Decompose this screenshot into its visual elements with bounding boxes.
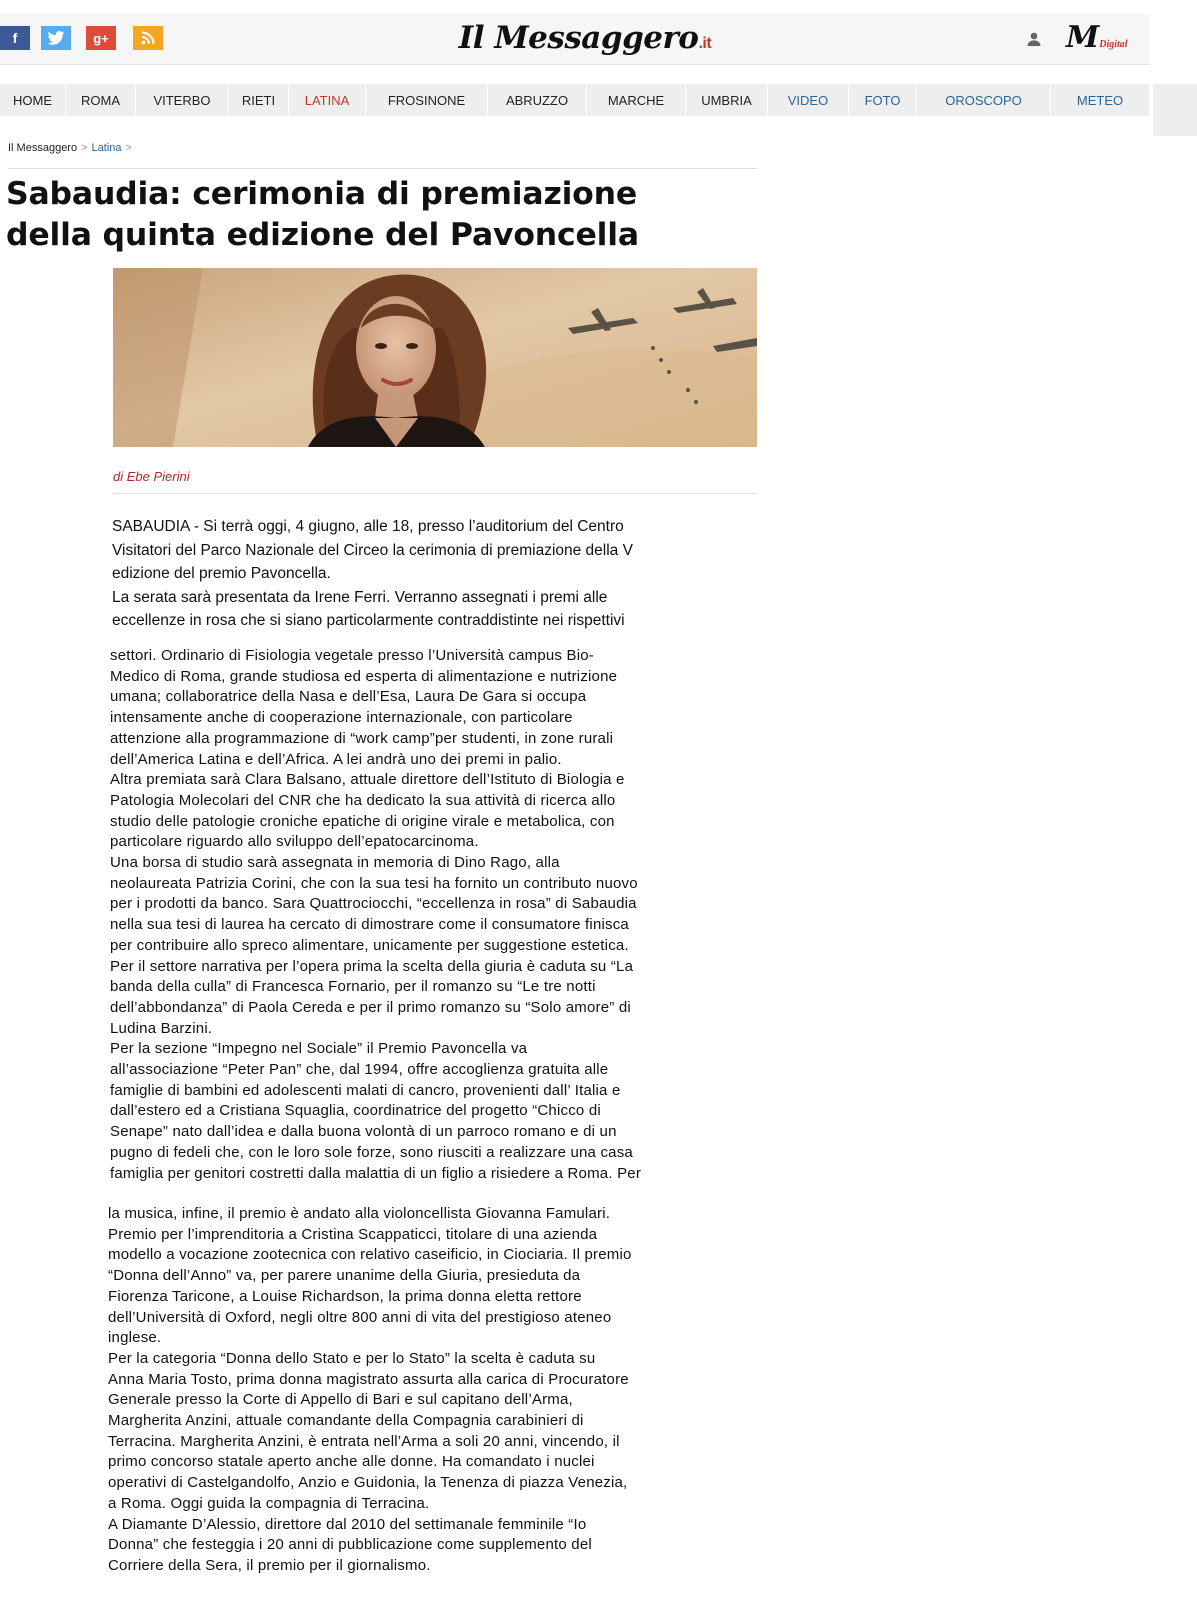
body-line: studio delle patologie croniche epatiche di origine virale e metabolica, con — [110, 812, 615, 830]
body-line: famiglie di bambini ed adolescenti malati di cancro, provenienti dall’ Italia e — [110, 1081, 621, 1099]
body-line: Per il settore narrativa per l’opera prima la scelta della giuria è caduta su “La — [110, 957, 634, 975]
nav-item-label: ROMA — [81, 92, 120, 108]
body-line: dell’America Latina e dell’Africa. A lei andrà uno dei premi in palio. — [110, 750, 562, 768]
breadcrumb-separator: > — [81, 142, 88, 154]
body-line: pugno di fedeli che, con le loro sole forze, sono riusciti a realizzare una casa — [110, 1143, 633, 1161]
site-logo-tld: .it — [698, 35, 712, 52]
rss-icon — [141, 31, 155, 45]
body-line: umana; collaboratrice della Nasa e dell’Esa, Laura De Gara si occupa — [110, 688, 587, 706]
body-line: Ludina Barzini. — [110, 1019, 213, 1037]
body-line: Terracina. Margherita Anzini, è entrata nell’Arma a soli 20 anni, vincendo, il — [108, 1432, 620, 1450]
body-line: neolaureata Patrizia Corini, che con la sua tesi ha fornito un contributo nuovo — [110, 874, 638, 892]
body-line: settori. Ordinario di Fisiologia vegetale presso l’Università campus Bio- — [110, 647, 594, 664]
nav-item-abruzzo[interactable] — [488, 84, 587, 116]
body-line: modello a vocazione zootecnica con relativo caseificio, in Ciociaria. Il premio — [108, 1246, 632, 1264]
nav-item-label: UMBRIA — [701, 92, 752, 108]
article-title — [6, 174, 746, 256]
article-body-part2 — [108, 1204, 788, 1577]
body-line: operativi di Castelgandolfo, Anzio e Guidonia, la Tenenza di piazza Venezia, — [108, 1474, 628, 1492]
body-line: attenzione alla programmazione di “work camp”per studenti, in zone rurali — [110, 729, 614, 747]
digital-logo-mark: M — [1066, 20, 1100, 55]
body-line: Medico di Roma, grande studiosa ed esperta di alimentazione e nutrizione — [110, 667, 618, 685]
article-photo-image — [113, 268, 757, 447]
body-line: Margherita Anzini, attuale comandante della Compagnia carabinieri di — [108, 1412, 584, 1430]
breadcrumb-separator: > — [125, 142, 132, 154]
body-line: primo concorso statale aperto anche alle donne. Ha comandato i nuclei — [108, 1453, 595, 1471]
facebook-icon: f — [12, 30, 18, 46]
body-line: nella sua tesi di laurea ha cercato di dimostrare come il consumatore finisca — [110, 916, 629, 934]
body-line: banda della culla” di Francesca Fornario, per il romanzo su “Le tre notti — [110, 978, 596, 996]
nav-item-label: RIETI — [241, 92, 276, 108]
body-line: Senape” nato dall’idea e dalla buona volontà di un parroco romano e di un — [110, 1123, 617, 1141]
body-line: per i prodotti da banco. Sara Quattrociocchi, “eccellenza in rosa” di Sabaudia — [110, 895, 637, 913]
body-line: all’associazione “Peter Pan” che, dal 1994, offre accoglienza gratuita alle — [110, 1061, 609, 1079]
breadcrumb-section[interactable]: Latina — [91, 142, 122, 154]
body-line: la musica, infine, il premio è andato alla violoncellista Giovanna Famulari. — [108, 1205, 611, 1222]
nav-item-label: VITERBO — [153, 92, 211, 108]
lead-line: La serata sarà presentata da Irene Ferri. Verranno assegnati i premi alle — [112, 588, 608, 606]
body-line: dell’Università di Oxford, negli oltre 800 anni di vita del prestigioso ateneo — [108, 1308, 612, 1326]
body-line: intensamente anche di cooperazione internazionale, con particolare — [110, 709, 573, 727]
googleplus-icon: g+ — [93, 30, 109, 46]
article-title-line: della quinta edizione del Pavoncella — [6, 217, 639, 253]
nav-item-label: METEO — [1076, 92, 1124, 108]
digital-logo-label: Digital — [1099, 39, 1128, 50]
digital-logo[interactable] — [1066, 20, 1128, 55]
body-line: Donna” che festeggia i 20 anni di pubblicazione come supplemento del — [108, 1536, 592, 1554]
facebook-share-button[interactable] — [0, 26, 30, 50]
googleplus-share-button[interactable] — [86, 26, 116, 50]
body-line: A Diamante D’Alessio, direttore dal 2010 del settimanale femminile “Io — [108, 1515, 587, 1533]
nav-item-latina[interactable] — [289, 84, 366, 116]
article-lead — [112, 515, 752, 633]
body-line: Premio per l’imprenditoria a Cristina Scappaticci, titolare di una azienda — [108, 1225, 598, 1243]
nav-item-oroscopo[interactable] — [917, 84, 1051, 116]
body-line: inglese. — [108, 1329, 162, 1347]
nav-item-label: MARCHE — [607, 92, 665, 108]
nav-item-umbria[interactable] — [686, 84, 768, 116]
article-body-part1 — [110, 646, 790, 1184]
body-line: particolare riguardo allo sviluppo dell’epatocarcinoma. — [110, 833, 479, 851]
article-photo — [113, 268, 757, 447]
nav-item-rieti[interactable] — [229, 84, 289, 116]
breadcrumb — [8, 142, 136, 154]
nav-item-home[interactable] — [0, 84, 66, 116]
nav-item-label: VIDEO — [787, 92, 829, 108]
body-line: Una borsa di studio sarà assegnata in memoria di Dino Rago, alla — [110, 854, 560, 872]
twitter-bird-icon — [47, 31, 65, 45]
lead-line: Visitatori del Parco Nazionale del Circeo la cerimonia di premiazione della V — [112, 541, 633, 559]
lead-line: SABAUDIA - Si terrà oggi, 4 giugno, alle 18, presso l’auditorium del Centro — [112, 518, 624, 535]
nav-item-label: ABRUZZO — [505, 92, 569, 108]
nav-item-label: HOME — [13, 92, 52, 108]
nav-item-label: LATINA — [304, 92, 350, 108]
body-line: dell’abbondanza” di Paola Cereda e per il primo romanzo su “Solo amore” di — [110, 998, 631, 1016]
body-line: Per la sezione “Impegno nel Sociale” il Premio Pavoncella va — [110, 1040, 528, 1058]
rss-button[interactable] — [133, 26, 163, 50]
nav-item-foto[interactable] — [849, 84, 917, 116]
body-line: dall’estero ed a Cristiana Squaglia, coordinatrice del progetto “Chicco di — [110, 1102, 601, 1120]
nav-item-meteo[interactable] — [1051, 84, 1150, 116]
breadcrumb-divider — [8, 168, 757, 169]
nav-item-label: OROSCOPO — [945, 92, 1022, 108]
nav-item-label: FROSINONE — [387, 92, 466, 108]
top-header-bar — [0, 14, 1150, 65]
body-line: Generale presso la Corte di Appello di Bari e sul capitano dell’Arma, — [108, 1391, 573, 1409]
body-line: famiglia per genitori costretti dalla malattia di un figlio a risiedere a Roma. Per — [110, 1164, 642, 1182]
body-line: Anna Maria Tosto, prima donna magistrato assurta alla carica di Procuratore — [108, 1370, 629, 1388]
twitter-share-button[interactable] — [41, 26, 71, 50]
article-title-line: Sabaudia: cerimonia di premiazione — [6, 176, 638, 212]
site-logo[interactable] — [430, 20, 740, 56]
nav-item-marche[interactable] — [587, 84, 686, 116]
body-line: Patologia Molecolari del CNR che ha dedicato la sua attività di ricerca allo — [110, 791, 616, 809]
byline-divider — [113, 493, 757, 494]
nav-item-video[interactable] — [768, 84, 849, 116]
body-line: per contribuire allo spreco alimentare, unicamente per suggestione estetica. — [110, 936, 629, 954]
body-line: Corriere della Sera, il premio per il giornalismo. — [108, 1556, 431, 1574]
nav-item-frosinone[interactable] — [366, 84, 488, 116]
article-byline: di Ebe Pierini — [113, 469, 190, 484]
nav-tail — [1153, 84, 1197, 136]
breadcrumb-home[interactable]: Il Messaggero — [8, 142, 78, 154]
nav-item-viterbo[interactable] — [136, 84, 229, 116]
nav-item-label: FOTO — [864, 92, 901, 108]
body-line: Per la categoria “Donna dello Stato e per lo Stato” la scelta è caduta su — [108, 1349, 596, 1367]
lead-line: eccellenze in rosa che si siano particolarmente contraddistinte nei rispettivi — [112, 612, 625, 629]
body-line: Altra premiata sarà Clara Balsano, attuale direttore dell’Istituto di Biologia e — [110, 771, 625, 789]
body-line: a Roma. Oggi guida la compagnia di Terracina. — [108, 1494, 430, 1512]
nav-item-roma[interactable] — [66, 84, 136, 116]
main-navigation — [0, 84, 1150, 116]
lead-line: edizione del premio Pavoncella. — [112, 565, 331, 582]
body-line: “Donna dell’Anno” va, per parere unanime della Giuria, presieduta da — [108, 1267, 581, 1285]
site-logo-text: Il Messaggero — [458, 20, 699, 56]
user-icon[interactable] — [1026, 31, 1042, 47]
body-line: Fiorenza Taricone, a Louise Richardson, la prima donna eletta rettore — [108, 1287, 582, 1305]
